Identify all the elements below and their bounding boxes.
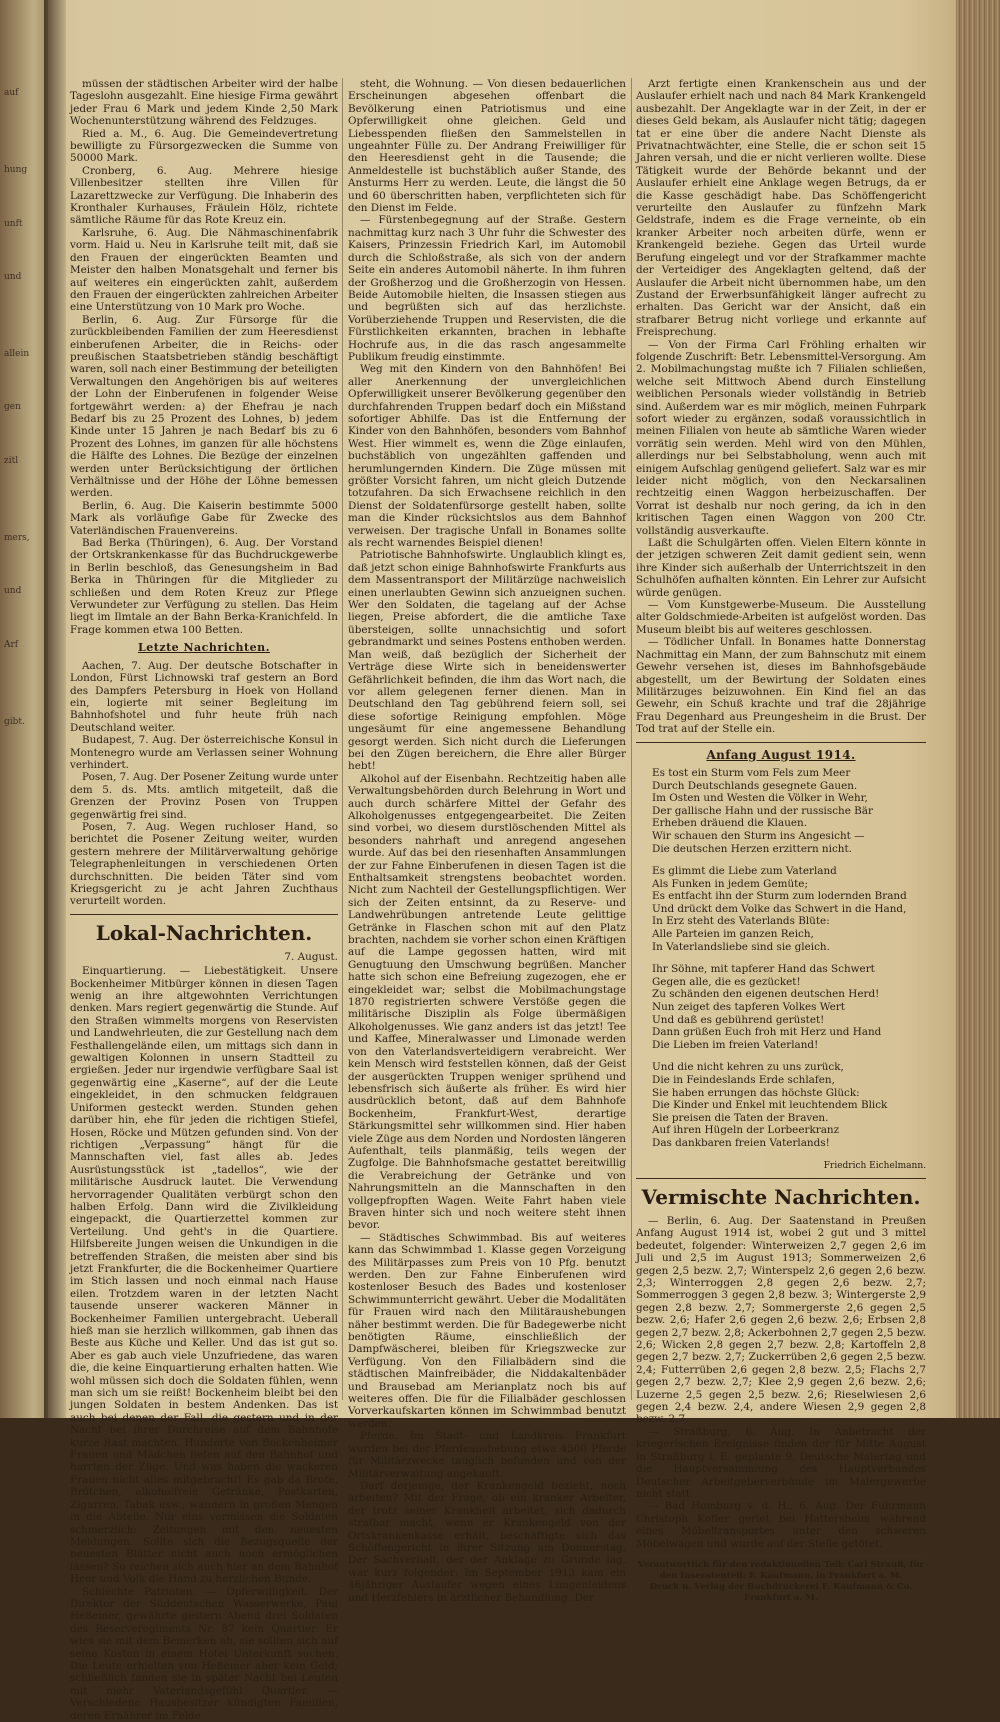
poem-line: Ihr Söhne, mit tapferer Hand das Schwert <box>652 963 875 976</box>
article-paragraph: Berlin, 6. Aug. Zur Fürsorge für die zurückbleibenden Familien der zum Heeresdienst einberufenen Arbeiter, die in Reichs- oder preußischen Staatsbetrieben ständig beschäftigt waren, soll nach einer Bestimmung der beteiligten Verwaltungen den Angehörigen bis auf weiteres der Lohn der Einberufenen in folgender Weise fortgewährt werden: a) der Ehefrau je nach Bedarf bis zu 25 Prozent des Lohnes, b) jedem Kinde unter 15 Jahren je nach Bedarf bis zu 6 Prozent des Lohnes, im ganzen für alle höchstens die Hälfte des Lohnes. Die Bezüge der einzelnen werden unter Berücksichtigung der örtlichen Verhältnisse und der Höhe der Löhne bemessen werden. <box>70 313 338 500</box>
poem-line: Erheben dräuend die Klauen. <box>652 817 808 830</box>
fragment-line: gen <box>4 402 21 413</box>
article-paragraph: Einquartierung. — Liebestätigkeit. Unsere Bockenheimer Mitbürger können in diesen Tagen wenig an ihre altgewohnten Verrichtungen denken. Mars regiert gegenwärtig die Stunde. Auf den Straßen wimmelts morgens von Reservisten und Landwehrleuten, die zur Gestellung nach dem Festhallengelände eilen, um mittags sich dann in gewaltigen Kolonnen in unsern Stadtteil zu ergießen. Jeder nur irgendwie verfügbare Saal ist gegenwärtig eine „Kaserne“, auf der die Leute eingekleidet, in den schmucken feldgrauen Uniformen gesteckt werden. Stunden gehen darüber hin, ehe für jeden die richtigen Stiefel, Hosen, Röcke und Mützen gefunden sind. Von der richtigen „Verpassung“ hängt für die Mannschaften viel, fast alles ab. Jedes Ausrüstungsstück ist „tadellos“, wie der militärische Ausdruck lautet. Die Verwendung hervorragender Qualitäten verbürgt schon den halben Erfolg. Dann wird die Zivilkleidung eingepackt, die Quartierzettel kommen zur Verteilung. Und geht's in die Quartiere. Hilfsbereite Jungen weisen die Unkundigen in die betreffenden Straßen, die meisten aber sind bis jetzt Frankfurter, die die Bockenheimer Quartiere im Stich lassen und noch einmal nach Hause eilen. Trotzdem waren in der letzten Nacht tausende unserer wackeren Männer in Bockenheimer Familien untergebracht. Ueberall hieß man sie herzlich willkommen, gab ihnen das Beste aus Küche und Keller. Und das ist gut so. Aber es gab auch viele Unzufriedene, das waren die, die keine Einquartierung erhalten hatten. Wie wohl müssen sich doch die Soldaten fühlen, wenn man sich um sie reißt! Bockenheim bleibt bei den jungen Soldaten in bestem Andenken. Das ist auch bei denen der Fall, die gestern und in der Nacht bei ihrer Durchreise auf dem Bahnhofe kurze Rast machten. Hunderte von Bockenheimer Frauen und Mädchen liefen auf den Bahnhof und harrten der Züge. Und was haben die wackeren Frauen nicht alles mitgebracht! Es gab da Brote, Brötchen, alkoholfreie Getränke, Postkarten, Zigarren, Tabak usw., wandern in großen Mengen in die Abteile. Nur eins vermissen die Soldaten schmerzlich: Zeitungen mit den neuesten Meldungen. Sollte sich die Bezugsquelle der neuesten Blätter nicht auch noch ermöglichen lassen? So reichen sich auch hier an dem Bahnhof Heer und Volk die Hand zu herzlichen Bunde. <box>70 965 338 1586</box>
poem-line: Die deutschen Herzen erzittern nicht. <box>652 842 852 855</box>
article-paragraph: Weg mit den Kindern von den Bahnhöfen! Bei aller Anerkennung der unvergleichlichen Opferwilligkeit unserer Bevölkerung gegenüber den durchfahrenden Truppen bedarf doch ein Mißstand sofortiger Abhilfe. Das ist die Entfernung der Kinder von den Bahnhöfen, besonders vom Bahnhof West. Hier wimmelt es, wenn die Züge einlaufen, buchstäblich von ungezählten gaffenden und herumlungernden Kindern. Die Züge müssen mit größter Vorsicht fahren, um nicht gleich Dutzende totzufahren. Da sich Erwachsene reichlich in den Dienst der Soldatenfürsorge gestellt haben, sollte man die Kinder rücksichtslos aus dem Bahnhof verweisen. Der tragische Unfall in Bonames sollte als recht warnendes Beispiel dienen! <box>348 363 626 550</box>
poem-author: Friedrich Eichelmann. <box>823 1160 926 1171</box>
poem-line: Gegen alle, die es gezücket! <box>652 975 801 988</box>
article-paragraph: Schlechte Patrioten. — Opferwilligkeit. Der Direktor der Süddeutschen Wasserwerke, Paul Heßemer, gewährte gestern Abend drei Soldaten des Reserveregiments Nr. 87 kein Quartier. Er wies sie mit dem Bemerken ab, sie sollten sich auf seine Kosten in einem Hotel Unterkunft suchen. Die Leute erhielten von Heßemer aber kein Geld; schließlich fanden sie in später Nacht bei Leuten mit mehr Vaterlandsgefühl Quartier. — Verschiedene Hausbesitzer kündigten Familien, deren Ernährer im Felde <box>70 1585 338 1722</box>
poem-line: Es glimmt die Liebe zum Vaterland <box>652 865 837 878</box>
fragment-line: unft <box>4 218 23 229</box>
poem-line: Zu schänden den eigenen deutschen Herd! <box>652 988 880 1001</box>
poem-line: Das dankbaren freien Vaterlands! <box>652 1136 830 1149</box>
poem-line: Es tost ein Sturm vom Fels zum Meer <box>652 766 851 779</box>
poem-line: Es entfacht ihn der Sturm zum lodernden Brand <box>652 890 907 903</box>
local-news-date: 7. August. <box>284 950 338 963</box>
article-paragraph: — Fürstenbegegnung auf der Straße. Gestern nachmittag kurz nach 3 Uhr fuhr die Schwester des Kaisers, Prinzessin Friedrich Karl, im Automobil durch die Schloßstraße, als sich von der andern Seite ein anderes Automobil näherte. In ihm fuhren der Großherzog und die Großherzogin von Hessen. Beide Automobile hielten, die Insassen stiegen aus und begrüßten sich auf das herzlichste. Vorüberziehende Truppen und Reservisten, die die Fürstlichkeiten erkannten, brachen in lebhafte Hochrufe aus, in die das rasch angesammelte Publikum freudig einstimmte. <box>348 214 626 363</box>
news-item: Posen, 7. Aug. Der Posener Zeitung wurde unter dem 5. ds. Mts. amtlich mitgeteilt, daß die Grenzen der Provinz Posen von Truppen gegenwärtig frei sind. <box>70 771 338 821</box>
fragment-line: gibt. <box>4 716 25 727</box>
newspaper-page <box>70 78 960 1722</box>
poem-line: In Vaterlandsliebe sind sie gleich. <box>652 940 830 953</box>
section-divider <box>636 742 926 743</box>
news-item: Posen, 7. Aug. Wegen ruchloser Hand, so berichtet die Posener Zeitung weiter, wurden gestern mehrere der Militärverwaltung gehörige Telegraphenleitungen in verschiedenen Orten durchschnitten. Die beiden Täter sind vom Kriegsgericht zu je acht Jahren Zuchthaus verurteilt worden. <box>70 820 338 908</box>
poem-line: Und die nicht kehren zu uns zurück, <box>652 1061 844 1074</box>
fragment-line: mers, <box>4 533 30 544</box>
article-paragraph: Laßt die Schulgärten offen. Vielen Eltern könnte in der jetzigen schweren Zeit damit gedient sein, wenn ihre Kinder sich außerhalb der Unterrichtszeit in den Schulhöfen aufhalten könnten. Ein Lehrer zur Aufsicht würde genügen. <box>636 537 926 599</box>
poem-line: Nun zeiget des tapferen Volkes Wert <box>652 1001 845 1014</box>
article-paragraph: Cronberg, 6. Aug. Mehrere hiesige Villenbesitzer stellten ihre Villen für Lazarettzwecke zur Verfügung. Die Inhaberin des Kronthaler Kurhauses, Fräulein Hölz, richtete sämtliche Räume für das Rote Kreuz ein. <box>70 164 338 227</box>
fragment-line: und <box>4 271 22 282</box>
article-paragraph: steht, die Wohnung. — Von diesen bedauerlichen Erscheinungen abgesehen offenbart die Bevölkerung einen Patriotismus und eine Opferwilligkeit ohne gleichen. Geld und Liebesspenden fließen den Sammelstellen in ungeahnter Fülle zu. Der Andrang Freiwilliger für den Heeresdienst geht in die Tausende; die Anmeldestelle ist buchstäblich außer Stande, des Ansturms Herr zu werden. Leute, die längst die 50 und 60 überschritten haben, verpflichteten sich für den Dienst im Felde. <box>348 78 626 215</box>
article-paragraph: — Vom Kunstgewerbe-Museum. Die Ausstellung alter Goldschmiede-Arbeiten ist aufgelöst worden. Das Museum bleibt bis auf weiteres geschlossen. <box>636 599 926 636</box>
fragment-line: auf <box>4 88 19 98</box>
previous-page-fragments <box>0 0 48 730</box>
article-paragraph: Arzt fertigte einen Krankenschein aus und der Auslaufer erhielt nach und nach 84 Mark Krankengeld ausbezahlt. Der Angeklagte war in der Zeit, in der er dieses Geld bekam, als Auslaufer nicht tätig; dagegen tat er eine über die andere Nacht Dienste als Privatnachtwächter, eine Stelle, die er schon seit 15 Jahren versah, und die er nicht verlieren wollte. Diese Tätigkeit wurde der Behörde bekannt und der Auslaufer erhielt eine Anklage wegen Betrugs, da er die Kasse geschädigt habe. Das Schöffengericht verurteilte den Auslaufer zu fünfzehn Mark Geldstrafe, indem es die Frage verneinte, ob ein kranker Arbeiter noch arbeiten dürfe, wenn er Krankengeld beziehe. Gegen das Urteil wurde Berufung eingelegt und vor der Strafkammer machte der Verteidiger des Angeklagten geltend, daß der Auslaufer die Arbeit nicht übernommen habe, um den Zustand der Erwerbsunfähigkeit länger aufrecht zu erhalten. Das Gericht war der Ansicht, daß ein strafbarer Betrug nicht vorliege und erkannte auf Freisprechung. <box>636 78 926 339</box>
article-paragraph: Karlsruhe, 6. Aug. Die Nähmaschinenfabrik vorm. Haid u. Neu in Karlsruhe teilt mit, daß sie den Frauen der eingerückten Beamten und Meister den halben Monatsgehalt und ferner bis auf weiteres ein eingerückten zahlt, außerdem den Frauen der eingerückten zahlreichen Arbeiter eine Unterstützung von 10 Mark pro Woche. <box>70 226 338 314</box>
poem-stanza <box>652 767 926 855</box>
poem-stanza <box>652 1061 926 1149</box>
article-paragraph: Berlin, 6. Aug. Die Kaiserin bestimmte 5000 Mark als vorläufige Gabe für Zwecke des Vaterländischen Frauenvereins. <box>70 499 338 537</box>
binding-gutter <box>44 0 66 1418</box>
poem-line: Und daß es gebührend gerüstet! <box>652 1013 825 1026</box>
article-paragraph: Alkohol auf der Eisenbahn. Rechtzeitig haben alle Verwaltungsbehörden durch Belehrung in Wort und auch durch schärfere Mittel der Gefahr des Alkoholgenusses entgegengearbeitet. Die Zeiten sind vorbei, wo diesem durstlöschenden Mittel als besonders nahrhaft und anregend angesehen wurde. Auf das bei den riesenhaften Ansammlungen der zur Fahne Einberufenen in diesen Tagen ist die Enthaltsamkeit strengstens beobachtet worden. Nicht zum Nachteil der Gestellungspflichtigen. Wer sich der Zeiten entsinnt, da zu Reserve- und Landwehrübungen antretende Leute gelittige Getränke in Flaschen schon mit auf den Platz brachten, nachdem sie vorher schon einen Kräftigen auf die Lampe gegossen hatten, wird mit Genugtuung den Umschwung begrüßen. Mancher hatte sich schon eine Befreiung zugezogen, ehe er eingekleidet war; selbst die Mobilmachungstage 1870 registrierten schwere Verstöße gegen die militärische Disziplin als Folge übermäßigen Alkoholgenusses. Wie ganz anders ist das jetzt! Tee und Kaffee, Mineralwasser und Limonade werden von den Vaterlandsverteidigern verabreicht. Wer kein Mensch wird feststellen können, daß der Geist der ausgerückten Truppen weniger sprühend und lebensfrisch sich äußerte als früher. Es wird hier ausdrücklich betont, daß auf dem Bahnhofe Bockenheim, Frankfurt-West, derartige Stärkungsmittel sehr willkommen sind. Hier haben viele Züge aus dem Norden und Nordosten längeren Aufenthalt, teils planmäßig, teils wegen der Zugfolge. Die Bahnhofsmache gestattet bereitwillig die Verabreichung der Getränke und von Nahrungsmitteln an die Mannschaften in den vollgepfropften Wagen. Weite Fahrt haben viele Braven hinter sich und noch weitere steht ihnen bevor. <box>348 772 626 1232</box>
column-2 <box>348 78 627 1604</box>
news-item: Aachen, 7. Aug. Der deutsche Botschafter in London, Fürst Lichnowski traf gestern an Bord des Dampfers Petersburg in Hoek von Holland ein, logierte mit seiner Begleitung im Bahnhofshotel und fuhr heute früh nach Deutschland weiter. <box>70 659 338 734</box>
article-paragraph: Darf derjenige, der Krankengeld bezieht, noch arbeiten? Mit der Frage, ob ein kranker Arbeiter, der trotz seiner Krankheit arbeitet, sich dadurch strafbar macht, wenn er Krankengeld von der Ortskrankenkasse erhält, beschäftigte sich das Schöffengericht in ihrer Sitzung am Donnerstag. Der Sachverhalt, der der Anklage zu Grunde lag, war kurz folgender: Im September 1913 kam ein 46jähriger Auslaufer wegen eines Lungenleidens und Herzfehlers in ärztlicher Behandlung. Der <box>348 1479 626 1604</box>
news-item: Budapest, 7. Aug. Der österreichische Konsul in Montenegro wurde am Verlassen seiner Wohnung verhindert. <box>70 734 338 771</box>
poem-line: Durch Deutschlands gesegnete Gauen. <box>652 779 858 792</box>
article-paragraph: — Berlin, 6. Aug. Der Saatenstand in Preußen Anfang August 1914 ist, wobei 2 gut und 3 mittel bedeutet, folgender: Winterweizen 2,7 gegen 2,6 im Juli und 2,5 im August 1913; Sommerweizen 2,6 gegen 2,5 bezw. 2,7; Winterspelz 2,6 gegen 2,6 bezw. 2,3; Winterroggen 2,8 gegen 2,6 bezw. 2,7; Sommerroggen 3 gegen 2,8 bezw. 3; Wintergerste 2,9 gegen 2,8 bezw. 2,7; Sommergerste 2,6 gegen 2,5 bezw. 2,6; Hafer 2,6 gegen 2,6 bezw. 2,6; Erbsen 2,8 gegen 2,7 bezw. 2,8; Ackerbohnen 2,7 gegen 2,5 bezw. 2,6; Wicken 2,8 gegen 2,7 bezw. 2,8; Kartoffeln 2,8 gegen 2,7 bezw. 2,7; Zuckerrüben 2,6 gegen 2,5 bezw. 2,4; Futterrüben 2,6 gegen 2,8 bezw. 2,5; Flachs 2,7 gegen 2,7 bezw. 2,7; Klee 2,9 gegen 2,6 bezw. 2,6; Luzerne 2,5 gegen 2,5 bezw. 2,6; Rieselwiesen 2,6 gegen 2,4 bezw. 2,4, andere Wiesen 2,9 gegen 2,8 bezw. 2,7. <box>636 1214 926 1426</box>
article-paragraph: — Tödlicher Unfall. In Bonames hatte Donnerstag Nachmittag ein Mann, der zum Bahnschutz mit einem Gewehr versehen ist, dieses im Bahnhofsgebäude abgestellt, um der Bewirtung der Soldaten eines Militärzuges beizuwohnen. Ein Kind fiel an das Gewehr, ein Schuß krachte und traf die 28jährige Frau Degenhard aus Preungesheim in die Brust. Der Tod trat auf der Stelle ein. <box>636 636 926 736</box>
article-paragraph: — Städtisches Schwimmbad. Bis auf weiteres kann das Schwimmbad 1. Klasse gegen Vorzeigung des Militärpasses zum Preis von 10 Pfg. benutzt werden. Den zur Fahne Einberufenen wird kostenloser Besuch des Bades und kostenloser Schwimmunterricht gewährt. Ueber die Modalitäten für Frauen wird nach den Militäraushebungen näher bestimmt werden. Die für Badegewerbe nicht benötigten Räume, einschließlich der Dampfwäscherei, bleiben für Kriegszwecke zur Verfügung. Von den Filialbädern sind die städtischen Mainfreibäder, die Niddakaltenbäder und Brausebad am Merianplatz noch bis auf weiteres offen. Die für die Filialbäder geschlossen Vorverkaufskarten können im Schwimmbad benutzt werden. <box>348 1231 627 1430</box>
article-paragraph: — Straßburg, 6. Aug. In Anbetracht der kriegerischen Ereignisse finden der für Mitte August in Straßburg i. E. geplante 9. Deutsche Malertag und die Hauptversammlung des Hauptverbandes Deutscher Arbeitgeberverbände im Malergewerbe nicht statt. <box>636 1425 926 1500</box>
imprint <box>636 1556 926 1604</box>
page-stack-edge <box>956 0 1000 1418</box>
poem-title: Anfang August 1914. <box>706 747 856 762</box>
poem-line: Sie preisen die Taten der Braven. <box>652 1111 829 1124</box>
poem-line: Die Lieben im freien Vaterland! <box>652 1038 819 1051</box>
fragment-line: und <box>4 586 22 597</box>
poem-line: Die Kinder und Enkel mit leuchtendem Blick <box>652 1099 888 1112</box>
poem-body <box>636 767 926 1150</box>
column-1 <box>70 78 338 1722</box>
article-paragraph: Bad Berka (Thüringen), 6. Aug. Der Vorstand der Ortskrankenkasse für das Buchdruckgewerbe in Berlin beschloß, das Genesungsheim in Bad Berka in Thüringen für die Mitglieder zu schließen und dem Roten Kreuz zur Pflege Verwundeter zur Verfügung zu stellen. Das Heim liegt im Ilmtale an der Bahn Berka-Kranichfeld. In Frage kommen etwa 100 Betten. <box>70 537 338 636</box>
poem-line: Alle Parteien im ganzen Reich, <box>652 928 814 941</box>
poem-line: Dann grüßen Euch froh mit Herz und Hand <box>652 1026 882 1039</box>
fragment-line: Arf <box>4 639 19 650</box>
misc-news-heading: Vermischte Nachrichten. <box>636 1178 926 1209</box>
fragment-line: zitl <box>4 455 19 466</box>
last-news-list <box>70 660 338 908</box>
column-rule <box>631 78 632 1400</box>
local-news-heading: Lokal-Nachrichten. <box>70 914 338 945</box>
imprint-line: Druck u. Verlag der Buchdruckerei F. Kaufmann & Co. Frankfurt a. M. <box>649 1581 913 1603</box>
poem-line: Als Funken in jedem Gemüte; <box>652 877 808 890</box>
poem-line: Und drückt dem Volke das Schwert in die Hand, <box>652 902 907 915</box>
article-paragraph: — Von der Firma Carl Fröhling erhalten wir folgende Zuschrift: Betr. Lebensmittel-Versorgung. Am 2. Mobilmachungstag mußte ich 7 Filialen schließen, welche seit Mittwoch Abend durch Einstellung weiblichen Personals wieder vollständig in Betrieb sind. Außerdem war es mir möglich, meinen Fuhrpark sofort wieder zu ergänzen, sodaß voraussichtlich in meinen Filialen von heute ab sämtliche Waren wieder vorrätig sein werden. Mehl wird von den Mühlen, allerdings nur bei Selbstabholung, wenn auch mit einigem Aufschlag genügend geliefert. Salz war es mir leider nicht möglich, von den Neckarsalinen rechtzeitig einen Waggon herbeizuschaffen. Der Vorrat ist deshalb nur noch gering, da ich in den kritischen Tagen einen Waggon von 200 Ctr. vollständig ausverkaufte. <box>636 338 926 537</box>
poem-line: Der gallische Hahn und der russische Bär <box>652 804 873 817</box>
fragment-line: hung <box>4 165 28 176</box>
poem-line: In Erz steht des Vaterlands Blüte: <box>652 915 830 928</box>
column-rule <box>342 78 343 1400</box>
poem-line: Im Osten und Westen die Völker in Wehr, <box>652 792 868 805</box>
article-paragraph: Pferde. Im Stadt- und Landkreis Frankfurt wurden bei der Pferdeaushebung etwa 4500 Pferde für Militärzwecke tauglich befunden und von der Militärverwaltung angekauft. <box>348 1430 626 1480</box>
article-paragraph: müssen der städtischen Arbeiter wird der halbe Tageslohn ausgezahlt. Eine hiesige Firma gewährt jeder Frau 6 Mark und jedem Kinde 2,50 Mark Wochenunterstützung während des Feldzuges. <box>70 78 338 128</box>
article-paragraph: Patriotische Bahnhofswirte. Unglaublich klingt es, daß jetzt schon einige Bahnhofswirte Frankfurts aus dem Massentransport der Militärzüge nachweislich einen unerlaubten Gewinn sich anzueignen suchen. Wer den Soldaten, die tagelang auf der Achse liegen, Preise abfordert, die die amtliche Taxe übersteigen, sollte unnachsichtig und sofort gebrandmarkt und seines Postens enthoben werden. Man weiß, daß bezüglich der Sicherheit der Verträge diese Wirte sich in beneidenswerter Gefährlichkeit befinden, die ihm das Wort nach, die vor allem gelegenen ferner dienen. Man in Deutschland den Tag gebührend feiern soll, sei diese sofortige Reinigung empfohlen. Möge ungesäumt für eine angemessene Behandlung gesorgt werden. Sich nicht durch die Lieferungen bei den Zügen bereichern, die Ehre aller Bürger hebt! <box>348 549 626 773</box>
article-paragraph: Ried a. M., 6. Aug. Die Gemeindevertretung bewilligte zu Fürsorgezwecken die Summe von 50000 Mark. <box>70 127 338 165</box>
imprint-line: Verantwortlich für den redaktionellen Teil: Carl Strauß, für den Inseratenteil: F. Kaufmann, in Frankfurt a. M. <box>637 1559 925 1581</box>
poem-stanza <box>652 865 926 953</box>
poem-line: Auf ihren Hügeln der Lorbeerkranz <box>652 1124 840 1137</box>
article-paragraph: — Bad Homburg v. d. H., 6. Aug. Der Fuhrmann Christoph Kofler geriet bei Hattersheim während eines Möbeltransportes unter den schweren Möbelwagen und wurde auf der Stelle getötet. <box>636 1500 926 1550</box>
poem-stanza <box>652 963 926 1051</box>
col1-top-articles <box>70 78 338 636</box>
last-news-heading: Letzte Nachrichten. <box>138 641 270 655</box>
previous-page-edge <box>0 0 48 1418</box>
column-3 <box>636 78 926 1603</box>
poem-line: Sie haben errungen das höchste Glück: <box>652 1086 860 1099</box>
fragment-line: allein <box>4 349 30 360</box>
poem-line: Die in Feindeslands Erde schlafen, <box>652 1074 835 1086</box>
poem-line: Wir schauen den Sturm ins Angesicht — <box>652 829 865 842</box>
